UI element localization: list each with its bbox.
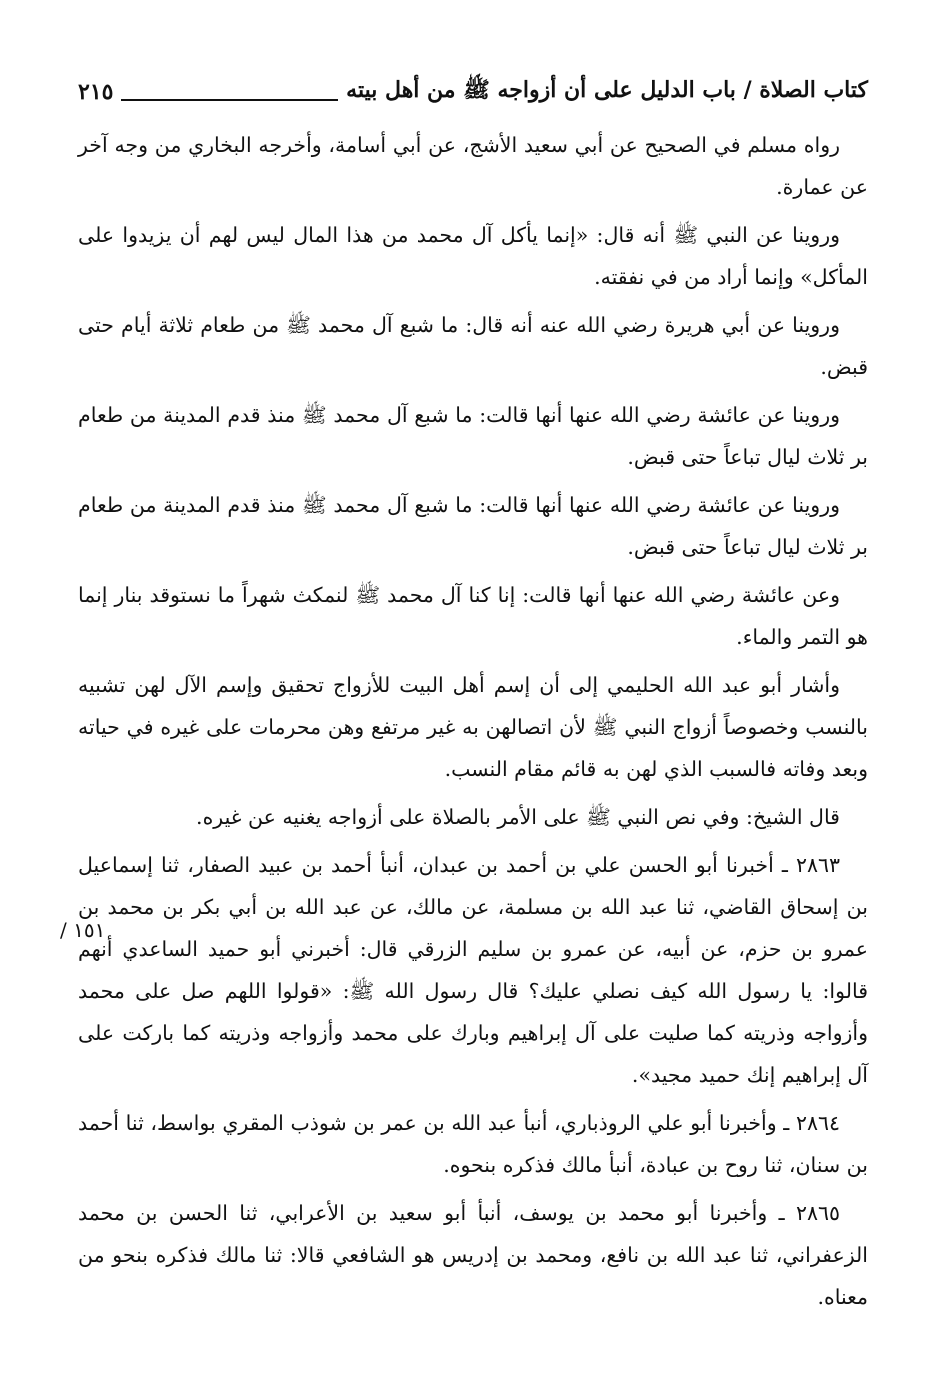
paragraph: قال الشيخ: وفي نص النبي ﷺ على الأمر بالصلاة على أزواجه يغنيه عن غيره.: [196, 805, 840, 829]
header-rule: [121, 99, 338, 101]
paragraph: وعن عائشة رضي الله عنها أنها قالت: إنا كنا آل محمد ﷺ لنمكث شهراً ما نستوقد بنار إنما هو التمر والماء.: [78, 583, 868, 649]
paragraph: وروينا عن عائشة رضي الله عنها أنها قالت: ما شبع آل محمد ﷺ منذ قدم المدينة من طعام بر ثلاث ليال تباعاً حتى قبض.: [78, 493, 868, 559]
page-number: ٢١٥: [78, 79, 114, 105]
running-header: [78, 72, 868, 112]
paragraph: وروينا عن النبي ﷺ أنه قال: «إنما يأكل آل محمد من هذا المال ليس لهم أن يزيدوا على المأكل» وإنما أراد من في نفقته.: [78, 223, 868, 289]
header-title: كتاب الصلاة / باب الدليل على أن أزواجه ﷺ من أهل بيته: [346, 77, 868, 103]
hadith-2864: ٢٨٦٤ ـ وأخبرنا أبو علي الروذباري، أنبأ عبد الله بن عمر بن شوذب المقري بواسط، ثنا أحمد بن سنان، ثنا روح بن عبادة، أنبأ مالك فذكره بنحوه.: [78, 1111, 868, 1177]
page-body: [78, 124, 868, 1324]
hadith-2863: ٢٨٦٣ ـ أخبرنا أبو الحسن علي بن أحمد بن عبدان، أنبأ أحمد بن عبيد الصفار، ثنا إسماعيل بن إسحاق القاضي، ثنا عبد الله بن مسلمة، عن مالك، عن عبد الله بن أبي بكر بن محمد بن عمرو بن حزم، عن أبيه، عن عمرو بن سليم الزرقي قال: أخبرني أبو حميد الساعدي أنهم قالوا: يا رسول الله كيف نصلي عليك؟ قال رسول الله ﷺ: «قولوا اللهم صل على محمد وأزواجه وذريته كما صليت على آل إبراهيم وبارك على محمد وأزواجه وذريته كما باركت على آل إبراهيم إنك حميد مجيد».: [78, 853, 868, 1087]
paragraph: وأشار أبو عبد الله الحليمي إلى أن إسم أهل البيت للأزواج تحقيق وإسم الآل لهن تشبيه بالنسب وخصوصاً أزواج النبي ﷺ لأن اتصالهن به غير مرتفع وهن محرمات على غيره في حياته وبعد وفاته فالسبب الذي لهن به قائم مقام النسب.: [78, 673, 868, 781]
hadith-2865: ٢٨٦٥ ـ وأخبرنا أبو محمد بن يوسف، أنبأ أبو سعيد بن الأعرابي، ثنا الحسن بن محمد الزعفراني، ثنا عبد الله بن نافع، ومحمد بن إدريس هو الشافعي قالا: ثنا مالك فذكره بنحو من معناه.: [78, 1201, 868, 1309]
paragraph: وروينا عن عائشة رضي الله عنها أنها قالت: ما شبع آل محمد ﷺ منذ قدم المدينة من طعام بر ثلاث ليال تباعاً حتى قبض.: [78, 403, 868, 469]
paragraph: رواه مسلم في الصحيح عن أبي سعيد الأشج، عن أبي أسامة، وأخرجه البخاري من وجه آخر عن عمارة.: [78, 133, 868, 199]
margin-note: ١٥١ /: [60, 918, 106, 942]
paragraph: وروينا عن أبي هريرة رضي الله عنه أنه قال: ما شبع آل محمد ﷺ من طعام ثلاثة أيام حتى قبض.: [78, 313, 868, 379]
